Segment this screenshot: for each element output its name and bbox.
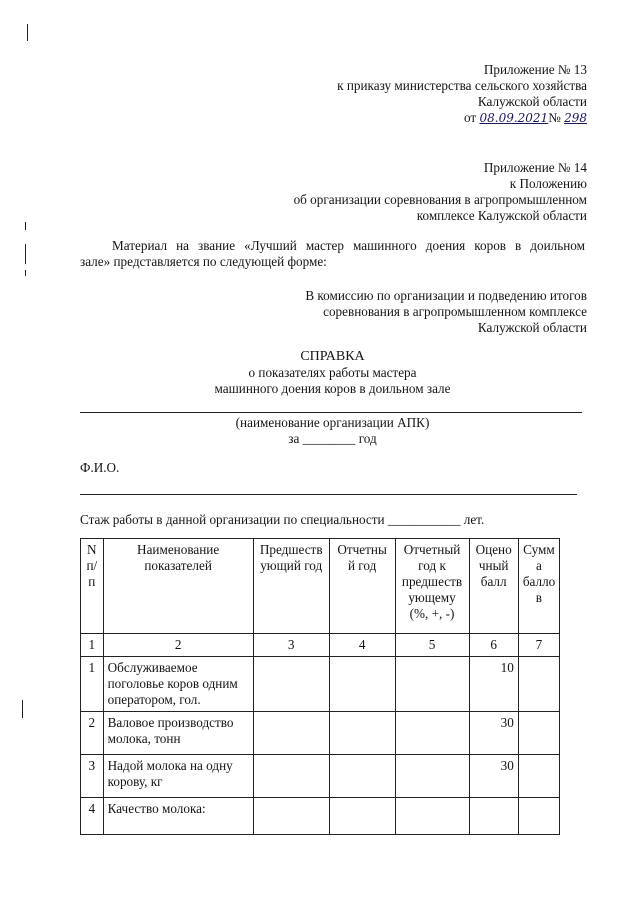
recipient-line1: В комиссию по организации и подведению итогов: [305, 288, 587, 303]
row-reporting-year: [329, 657, 395, 712]
row-number: 1: [81, 657, 104, 712]
row-reporting-year: [329, 798, 395, 835]
row-ratio: [395, 657, 469, 712]
appendix14-line3: об организации соревнования в агропромышленном: [293, 192, 587, 207]
row-indicator: Обслуживаемое поголовье коров одним оператором, гол.: [103, 657, 253, 712]
org-year-line: [80, 431, 585, 447]
row-score: [469, 798, 518, 835]
table-row: [81, 755, 560, 798]
index-cell: 1: [81, 634, 104, 657]
header-ratio: Отчетный год к предшеств ующему (%, +, -): [395, 539, 469, 634]
from-prefix: от: [464, 110, 477, 125]
row-indicator: Валовое производство молока, тонн: [103, 712, 253, 755]
row-indicator: Надой молока на одну корову, кг: [103, 755, 253, 798]
appendix13-title: Приложение № 13: [483, 62, 587, 77]
appendix14-block: [187, 160, 587, 224]
row-sum: [518, 712, 559, 755]
recipient-line3: Калужской области: [477, 320, 587, 335]
appendix13-region: Калужской области: [477, 94, 587, 109]
header-sum: Сумм а балло в: [518, 539, 559, 634]
document-heading: [80, 349, 585, 397]
row-score: 10: [469, 657, 518, 712]
scan-mark: [25, 222, 26, 230]
recipient-line2: соревнования в агропромышленном комплексе: [323, 304, 587, 319]
handwritten-number: 298: [564, 111, 587, 125]
intro-paragraph: [80, 238, 585, 270]
heading-title: СПРАВКА: [300, 349, 365, 364]
index-cell: 3: [253, 634, 329, 657]
header-indicator: Наименование показателей: [103, 539, 253, 634]
experience-line: [80, 512, 484, 528]
handwritten-date: 08.09.2021: [479, 111, 549, 125]
scan-mark: [25, 270, 26, 276]
row-indicator: Качество молока:: [103, 798, 253, 835]
row-previous-year: [253, 798, 329, 835]
org-name-line: [80, 412, 582, 413]
row-previous-year: [253, 657, 329, 712]
appendix13-order: к приказу министерства сельского хозяйства: [337, 78, 587, 93]
row-ratio: [395, 755, 469, 798]
scan-mark: [22, 700, 23, 718]
row-sum: [518, 755, 559, 798]
index-cell: 4: [329, 634, 395, 657]
experience-blank: ___________: [387, 512, 461, 527]
row-sum: [518, 657, 559, 712]
experience-text: Стаж работы в данной организации по специальности: [80, 512, 385, 527]
row-number: 3: [81, 755, 104, 798]
org-block: [80, 415, 585, 447]
row-number: 2: [81, 712, 104, 755]
row-reporting-year: [329, 755, 395, 798]
table-row: [81, 712, 560, 755]
fio-line: [80, 494, 577, 495]
index-cell: 7: [518, 634, 559, 657]
header-previous-year: Предшеств ующий год: [253, 539, 329, 634]
scan-mark: [27, 24, 28, 41]
appendix14-line4: комплексе Калужской области: [416, 208, 587, 223]
year-suffix: год: [358, 431, 377, 446]
table-index-row: [81, 634, 560, 657]
row-ratio: [395, 798, 469, 835]
indicators-table: [80, 538, 560, 835]
appendix13-block: [207, 62, 587, 126]
header-reporting-year: Отчетны й год: [329, 539, 395, 634]
scan-mark: [25, 244, 26, 264]
row-score: 30: [469, 712, 518, 755]
row-sum: [518, 798, 559, 835]
org-caption: (наименование организации АПК): [235, 415, 430, 430]
year-prefix: за: [288, 431, 300, 446]
table-row: [81, 798, 560, 835]
table-row: [81, 657, 560, 712]
index-cell: 5: [395, 634, 469, 657]
recipient-block: [187, 288, 587, 336]
index-cell: 2: [103, 634, 253, 657]
fio-label: Ф.И.О.: [80, 460, 120, 475]
row-previous-year: [253, 755, 329, 798]
row-reporting-year: [329, 712, 395, 755]
table-header-row: [81, 539, 560, 634]
appendix13-date-line: [207, 110, 587, 126]
row-score: 30: [469, 755, 518, 798]
header-number: N п/п: [81, 539, 104, 634]
heading-sub2: машинного доения коров в доильном зале: [214, 381, 451, 396]
heading-sub1: о показателях работы мастера: [248, 365, 417, 380]
experience-suffix: лет.: [463, 512, 485, 527]
intro-line1: Материал на звание «Лучший мастер машинного доения коров в доильном: [112, 238, 585, 253]
appendix14-title: Приложение № 14: [483, 160, 587, 175]
row-previous-year: [253, 712, 329, 755]
number-prefix: №: [548, 110, 561, 125]
header-score: Оцено чный балл: [469, 539, 518, 634]
row-ratio: [395, 712, 469, 755]
year-blank: ________: [302, 431, 356, 446]
index-cell: 6: [469, 634, 518, 657]
intro-line2: зале» представляется по следующей форме:: [80, 254, 327, 269]
appendix14-regulation: к Положению: [509, 176, 587, 191]
row-number: 4: [81, 798, 104, 835]
